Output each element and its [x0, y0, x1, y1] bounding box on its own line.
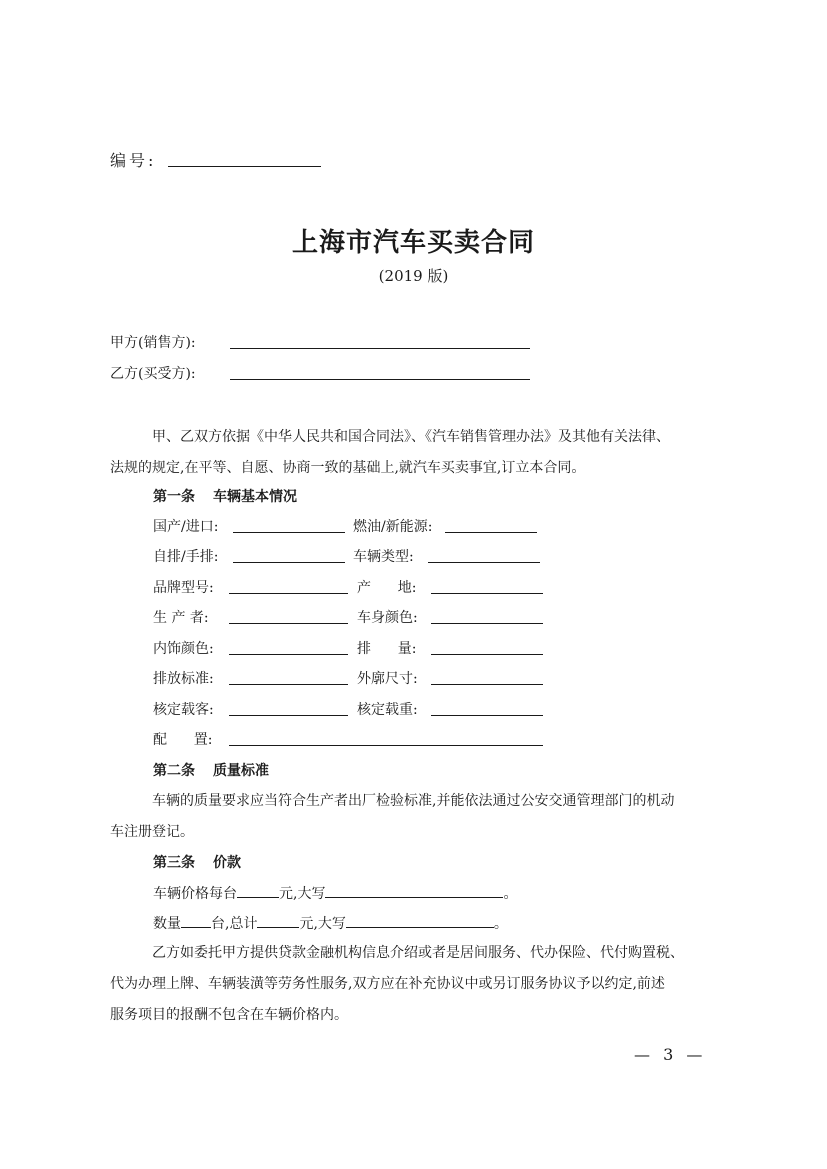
article-2-title: 质量标准 [213, 763, 269, 779]
intro-paragraph [110, 422, 730, 484]
quantity-end-mark: 。 [493, 916, 508, 932]
article-3-line-1: 乙方如委托甲方提供贷款金融机构信息介绍或者是居间服务、代办保险、代付购置税、 [152, 945, 684, 961]
article-2-heading [153, 760, 269, 780]
field-input-dimensions[interactable] [431, 684, 543, 685]
field-label-configuration: 配 置: [153, 732, 213, 748]
field-label-body-color: 车身颜色: [357, 610, 418, 626]
field-input-displacement[interactable] [431, 654, 543, 655]
field-label-brand-model: 品牌型号: [153, 580, 214, 596]
field-input-passenger-capacity[interactable] [229, 715, 348, 716]
total-price-field[interactable] [257, 912, 299, 928]
field-input-load-capacity[interactable] [431, 715, 543, 716]
field-label-displacement: 排 量: [357, 641, 417, 657]
field-input-manufacturer[interactable] [229, 623, 348, 624]
field-input-brand-model[interactable] [229, 593, 348, 594]
article-3-heading [153, 852, 241, 872]
document-title: 上海市汽车买卖合同 [291, 228, 535, 258]
field-input-transmission[interactable] [233, 562, 345, 563]
article-1-number: 第一条 [153, 489, 195, 505]
quantity-unit: 台,总计 [211, 916, 258, 932]
field-input-origin-place[interactable] [431, 593, 543, 594]
price-unit: 元,大写 [279, 886, 326, 902]
field-label-interior-color: 内饰颜色: [153, 641, 214, 657]
field-label-load-capacity: 核定载重: [357, 702, 418, 718]
quantity-field[interactable] [181, 912, 211, 928]
article-2-paragraph [110, 786, 730, 848]
article-3-paragraph [110, 938, 730, 1031]
unit-price-words-field[interactable] [325, 882, 503, 898]
field-label-vehicle-type: 车辆类型: [353, 549, 414, 565]
field-label-origin-place: 产 地: [357, 580, 417, 596]
intro-line-1: 甲、乙双方依据《中华人民共和国合同法》、《汽车销售管理办法》及其他有关法律、 [152, 429, 670, 445]
article-2-line-1: 车辆的质量要求应当符合生产者出厂检验标准,并能依法通过公安交通管理部门的机动 [152, 793, 675, 809]
article-3-number: 第三条 [153, 855, 195, 871]
field-label-dimensions: 外廓尺寸: [357, 671, 418, 687]
field-input-fuel-type[interactable] [445, 532, 537, 533]
field-input-emission-standard[interactable] [229, 684, 348, 685]
total-unit: 元,大写 [299, 916, 346, 932]
article-1-title: 车辆基本情况 [213, 489, 297, 505]
article-1-heading [153, 486, 297, 506]
field-label-manufacturer: 生 产 者: [153, 610, 209, 626]
quantity-prefix: 数量 [153, 916, 181, 932]
article-2-line-2: 车注册登记。 [110, 824, 194, 840]
article-3-title: 价款 [213, 855, 241, 871]
total-price-words-field[interactable] [346, 912, 494, 928]
contract-number-field[interactable] [168, 166, 321, 167]
document-version: (2019 版) [378, 267, 449, 285]
field-input-origin[interactable] [233, 532, 345, 533]
price-row [153, 882, 517, 903]
field-label-fuel-type: 燃油/新能源: [353, 519, 433, 535]
party-a-field[interactable] [230, 348, 530, 349]
field-label-passenger-capacity: 核定载客: [153, 702, 214, 718]
party-b-label: 乙方(买受方): [110, 366, 196, 382]
field-input-interior-color[interactable] [229, 654, 348, 655]
field-input-configuration[interactable] [229, 745, 543, 746]
field-label-transmission: 自排/手排: [153, 549, 219, 565]
field-label-origin: 国产/进口: [153, 519, 219, 535]
intro-line-2: 法规的规定,在平等、自愿、协商一致的基础上,就汽车买卖事宜,订立本合同。 [110, 460, 586, 476]
article-3-line-3: 服务项目的报酬不包含在车辆价格内。 [110, 1007, 348, 1023]
price-end-mark: 。 [503, 886, 518, 902]
unit-price-field[interactable] [237, 882, 279, 898]
article-3-line-2: 代为办理上牌、车辆装潢等劳务性服务,双方应在补充协议中或另订服务协议予以约定,前述 [110, 976, 665, 992]
quantity-row [153, 912, 508, 933]
contract-number-label: 编号: [110, 151, 157, 170]
field-input-body-color[interactable] [431, 623, 543, 624]
article-2-number: 第二条 [153, 763, 195, 779]
field-input-vehicle-type[interactable] [428, 562, 540, 563]
price-prefix: 车辆价格每台 [153, 886, 237, 902]
field-label-emission-standard: 排放标准: [153, 671, 214, 687]
party-b-field[interactable] [230, 379, 530, 380]
party-a-label: 甲方(销售方): [110, 335, 196, 351]
page-number: — 3 — [634, 1045, 707, 1064]
